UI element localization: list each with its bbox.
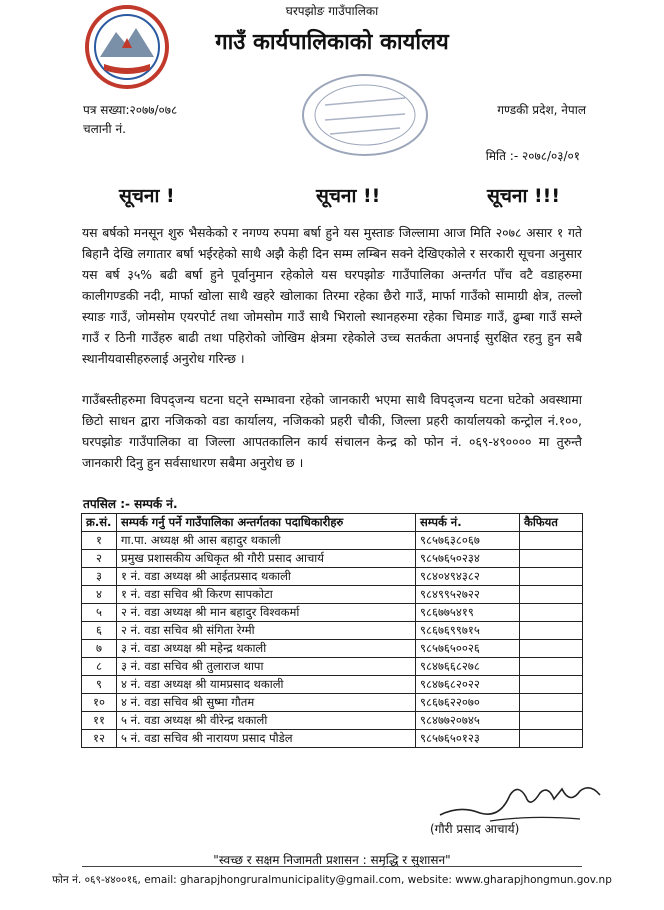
cell-serial: ३: [82, 568, 117, 586]
cell-serial: ११: [82, 712, 117, 730]
contact-table-label: तपसिल :- सम्पर्क नं.: [83, 497, 178, 511]
contact-table: [81, 513, 583, 748]
cell-remarks: [520, 712, 583, 730]
notice-paragraph-2: गाउँबस्तीहरुमा विपद्जन्य घटना घट्ने सम्भावना रहेको जानकारी भएमा साथै विपद्जन्य घटना घटेको अवस्थामा छिटो साधन द्वारा नजिकको वडा कार्यालय, नजिकको प्रहरी चौकी, जिल्ला प्रहरी कार्यालयको कन्ट्रोल नं.१००, घरपझोङ गाउँपालिका वा जिल्ला आपतकालिन कार्य संचालन केन्द्र को फोन नं. ०६९-४९०००० मा तुरुन्तै जानकारी दिनु हुन सर्वसाधारण सबैमा अनुरोध छ ।: [82, 392, 582, 470]
cell-contact: ९८५७६५००२६: [416, 640, 520, 658]
table-row: [82, 676, 583, 694]
cell-serial: १: [82, 532, 117, 550]
cell-serial: ९: [82, 676, 117, 694]
cell-remarks: [520, 694, 583, 712]
table-row: [82, 532, 583, 550]
cell-remarks: [520, 586, 583, 604]
footer-divider: [82, 866, 582, 867]
table-row: [82, 712, 583, 730]
cell-serial: ७: [82, 640, 117, 658]
signatory-name: (गौरी प्रसाद आचार्य): [430, 822, 520, 836]
cell-contact: ९८४०४९४३८२: [416, 568, 520, 586]
cell-official: ३ नं. वडा अध्यक्ष श्री महेन्द्र थकाली: [117, 640, 416, 658]
col-serial: क्र.सं.: [82, 514, 117, 532]
notice-heading-2: सूचना !!: [316, 185, 381, 207]
cell-official: गा.पा. अध्यक्ष श्री आस बहादुर थकाली: [117, 532, 416, 550]
cell-contact: ९८४७६८२०२२: [416, 676, 520, 694]
cell-remarks: [520, 730, 583, 748]
table-row: [82, 730, 583, 748]
cell-contact: ९८५७६५०२३४: [416, 550, 520, 568]
municipality-name: घरपझोङ गाउँपालिका: [285, 4, 379, 18]
cell-remarks: [520, 658, 583, 676]
cell-contact: ९८४७७२०७४५: [416, 712, 520, 730]
table-row: [82, 586, 583, 604]
motto: "स्वच्छ र सक्षम निजामती प्रशासन : समृद्धि र सुशासन": [213, 853, 451, 867]
cell-serial: ८: [82, 658, 117, 676]
cell-official: २ नं. वडा अध्यक्ष श्री मान बहादुर विश्वकर्मा: [117, 604, 416, 622]
cell-contact: ९८६७७५४१९: [416, 604, 520, 622]
cell-remarks: [520, 604, 583, 622]
cell-serial: ६: [82, 622, 117, 640]
notice-paragraph-1: यस बर्षको मनसून शुरु भैसकेको र नगण्य रुपमा बर्षा हुने यस मुस्ताङ जिल्लामा आज मिति २०७८ असार १ गते बिहानै देखि लगातार बर्षा भईरहेको साथै अझै केही दिन सम्म लम्बिन सक्ने देखिएकोले र सरकारी सूचना अनुसार यस बर्ष ३५% बढी बर्षा हुने पूर्वानुमान रहेकोले यस घरपझोङ गाउँपालिका अन्तर्गत पाँच वटै वडाहरुमा कालीगण्डकी नदी, मार्फा खोला साथै खहरे खोलाका तिरमा रहेका छैरो गाउँ, मार्फा गाउँको सामाग्री क्षेत्र, तल्लो स्याङ गाउँ, जोमसोम एयरपोर्ट तथा जोमसोम गाउँ साथै भिरालो स्थानहरुमा रहेका चिमाङ गाउँ, ढुम्बा गाउँ सम्ले गाउँ र ठिनी गाउँहरु बाढी तथा पहिरोको जोखिम क्षेत्रमा रहेकोले उच्च सतर्कता अपनाई सुरक्षित रहनु हुन सबै स्थानीयवासीहरुलाई अनुरोध गरिन्छ ।: [82, 225, 582, 366]
table-row: [82, 604, 583, 622]
office-stamp-icon: [300, 70, 430, 160]
cell-contact: ९८६७६२२०७०: [416, 694, 520, 712]
cell-official: २ नं. वडा सचिव श्री संगिता रेग्मी: [117, 622, 416, 640]
col-remarks: कैफियत: [520, 514, 583, 532]
cell-contact: ९८४७६६८२७८: [416, 658, 520, 676]
table-row: [82, 658, 583, 676]
table-row: [82, 622, 583, 640]
cell-remarks: [520, 568, 583, 586]
cell-serial: २: [82, 550, 117, 568]
cell-contact: ९८४९९५२७२२: [416, 586, 520, 604]
table-row: [82, 550, 583, 568]
notice-heading-3: सूचना !!!: [487, 185, 560, 207]
province-label: गण्डकी प्रदेश, नेपाल: [497, 103, 586, 117]
cell-official: ५ नं. वडा सचिव श्री नारायण प्रसाद पौडेल: [117, 730, 416, 748]
col-official: सम्पर्क गर्नु पर्ने गाउँपालिका अन्तर्गतका पदाधिकारीहरु: [117, 514, 416, 532]
cell-official: १ नं. वडा अध्यक्ष श्री आईतप्रसाद थकाली: [117, 568, 416, 586]
table-header-row: [82, 514, 583, 532]
cell-serial: १०: [82, 694, 117, 712]
col-contact: सम्पर्क नं.: [416, 514, 520, 532]
date-label: मिति :- २०७८/०३/०१: [485, 149, 580, 163]
table-row: [82, 640, 583, 658]
table-row: [82, 694, 583, 712]
cell-serial: ५: [82, 604, 117, 622]
cell-serial: १२: [82, 730, 117, 748]
cell-contact: ९८५७६५०१२३: [416, 730, 520, 748]
cell-official: ३ नं. वडा सचिव श्री तुलाराज थापा: [117, 658, 416, 676]
cell-official: १ नं. वडा सचिव श्री किरण सापकोटा: [117, 586, 416, 604]
cell-remarks: [520, 640, 583, 658]
cell-official: ४ नं. वडा सचिव श्री सुष्मा गौतम: [117, 694, 416, 712]
cell-remarks: [520, 676, 583, 694]
reference-number: पत्र सख्या:२०७७/०७८: [83, 103, 178, 117]
cell-remarks: [520, 532, 583, 550]
cell-serial: ४: [82, 586, 117, 604]
cell-remarks: [520, 550, 583, 568]
dispatch-number: चलानी नं.: [83, 122, 126, 136]
table-row: [82, 568, 583, 586]
cell-contact: ९८६७६९९७१५: [416, 622, 520, 640]
footer-contact: फोन नं. ०६९-४४००१६, email: gharapjhongruralmunicipality@gmail.com, website: www.gharapjhongmun.gov.np: [52, 874, 612, 886]
cell-official: ४ नं. वडा अध्यक्ष श्री यामप्रसाद थकाली: [117, 676, 416, 694]
cell-contact: ९८५७६३८०६७: [416, 532, 520, 550]
cell-official: प्रमुख प्रशासकीय अधिकृत श्री गौरी प्रसाद आचार्य: [117, 550, 416, 568]
cell-official: ५ नं. वडा अध्यक्ष श्री वीरेन्द्र थकाली: [117, 712, 416, 730]
notice-heading-1: सूचना !: [119, 185, 175, 207]
cell-remarks: [520, 622, 583, 640]
office-title: गाउँ कार्यपालिकाको कार्यालय: [215, 30, 449, 55]
